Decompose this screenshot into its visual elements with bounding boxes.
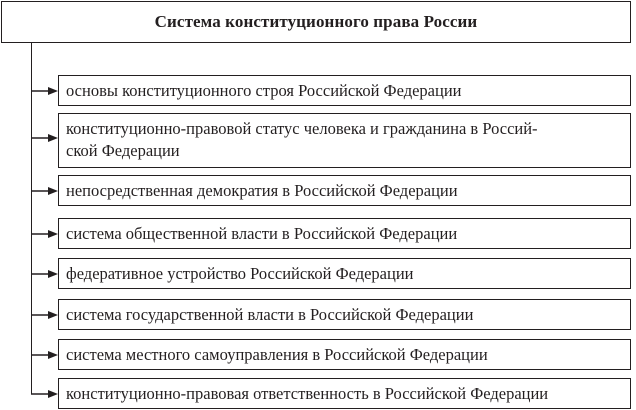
arrow-right-icon: [31, 133, 58, 143]
item-box-6: [58, 299, 631, 330]
item-box-7: [58, 339, 631, 370]
arrow-8: [31, 389, 58, 399]
arrow-1: [31, 86, 58, 96]
diagram-title: Система конституционного права России: [154, 12, 478, 31]
arrow-right-icon: [31, 350, 58, 360]
item-box-4: [58, 218, 631, 249]
arrow-right-icon: [31, 229, 58, 239]
item-box-5: [58, 258, 631, 289]
item-box-8: [58, 378, 631, 409]
item-text-8: конституционно-правовая ответственность в Российской Федерации: [66, 384, 549, 403]
item-box-2: [58, 113, 631, 168]
item-text-5: федеративное устройство Российской Федерации: [66, 264, 414, 283]
arrow-4: [31, 229, 58, 239]
item-text-4: система общественной власти в Российской Федерации: [66, 224, 458, 243]
item-box-1: [58, 75, 631, 106]
arrow-right-icon: [31, 389, 58, 399]
arrow-right-icon: [31, 310, 58, 320]
diagram-header: [1, 1, 631, 43]
item-text-2-line-1: конституционно-правовой статус человека и гражданина в Россий-: [66, 119, 538, 138]
item-text-1: основы конституционного строя Российской Федерации: [66, 81, 462, 100]
arrow-3: [31, 186, 58, 196]
arrow-2: [31, 133, 58, 143]
item-text-7: система местного самоуправления в Российской Федерации: [66, 345, 488, 364]
arrow-6: [31, 310, 58, 320]
item-box-3: [58, 175, 631, 206]
arrow-right-icon: [31, 269, 58, 279]
arrow-right-icon: [31, 86, 58, 96]
arrow-5: [31, 269, 58, 279]
item-text-3: непосредственная демократия в Российской Федерации: [66, 181, 458, 200]
arrow-right-icon: [31, 186, 58, 196]
arrow-7: [31, 350, 58, 360]
item-text-2-line-2: ской Федерации: [66, 141, 180, 160]
item-text-6: система государственной власти в Российской Федерации: [66, 305, 474, 324]
